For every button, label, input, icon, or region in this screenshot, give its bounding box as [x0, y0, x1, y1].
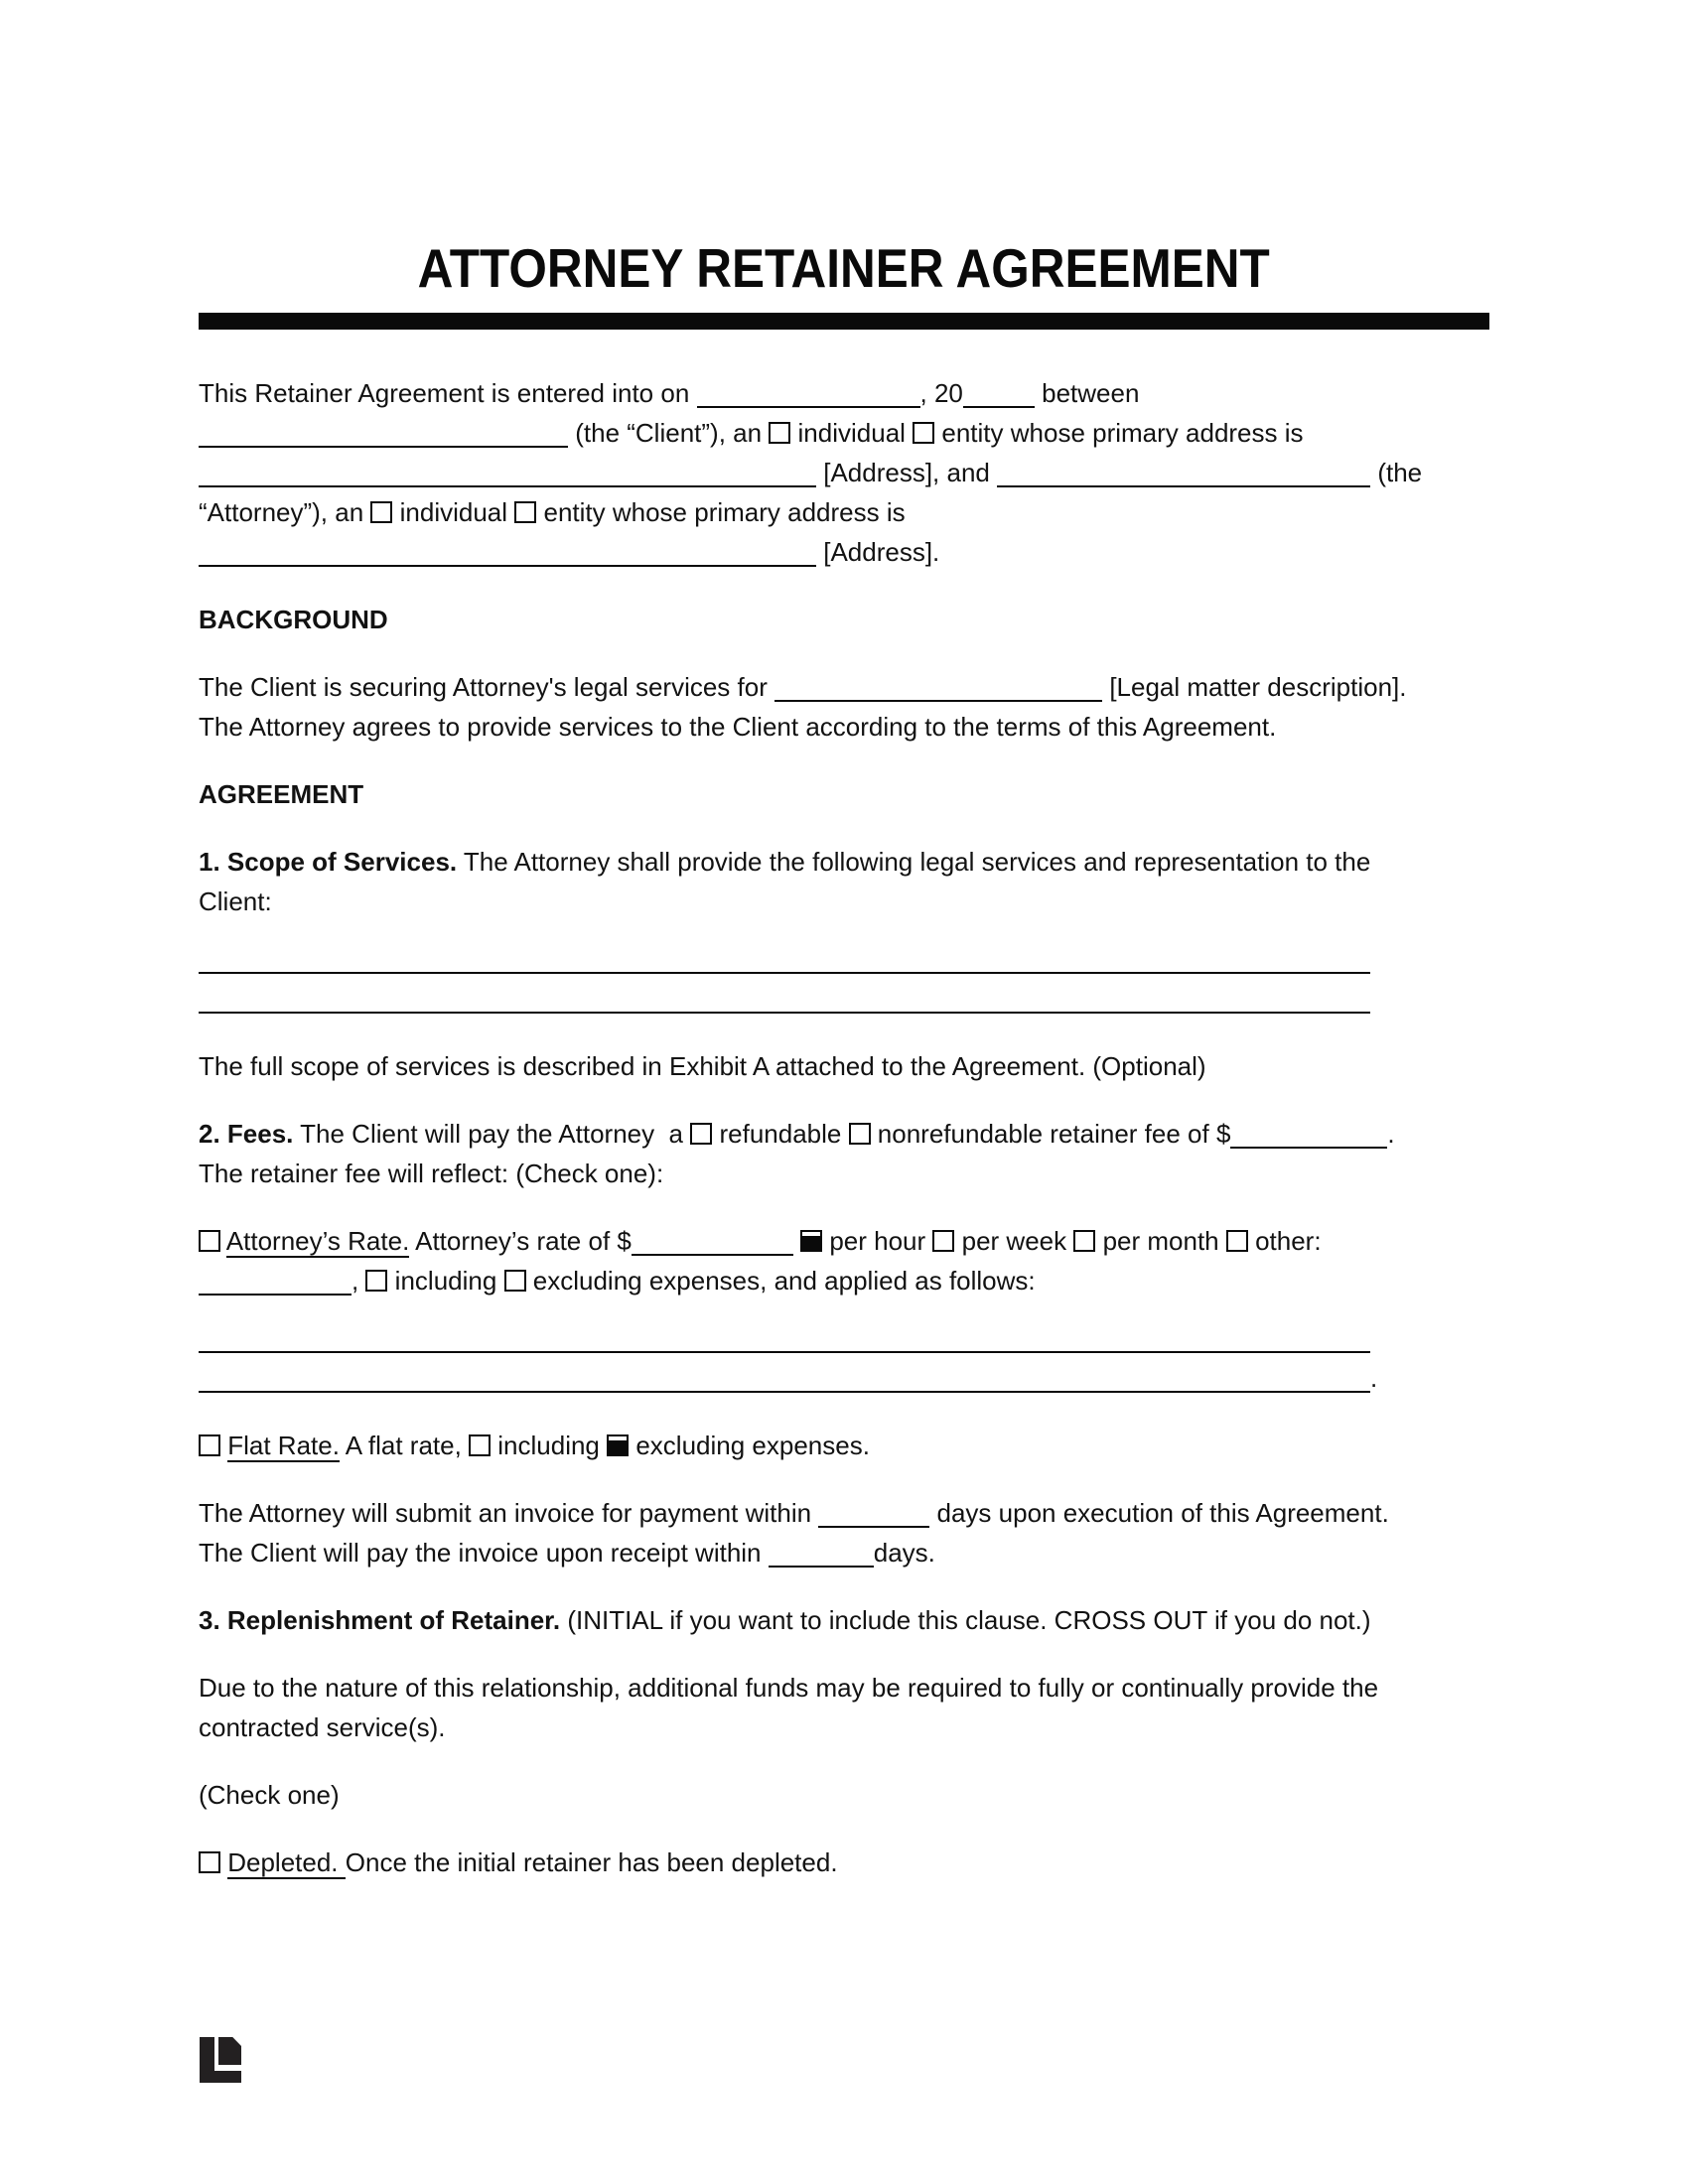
other-rate-checkbox[interactable]: [1226, 1230, 1248, 1252]
refundable-checkbox[interactable]: [690, 1123, 712, 1145]
date-blank[interactable]: [697, 382, 920, 408]
scope-services-line-2[interactable]: [199, 988, 1370, 1014]
invoice-days-blank[interactable]: [818, 1502, 929, 1528]
scope-of-services-clause: 1. Scope of Services. The Attorney shall provide the following legal services and representation to the Client:: [199, 847, 1371, 916]
attorneys-rate-label: Attorney’s Rate.: [225, 1226, 410, 1256]
flat-excluding-checkbox-filled[interactable]: [607, 1434, 629, 1456]
invoice-terms-paragraph: The Attorney will submit an invoice for payment within days upon execution of this Agreement. The Client will pay the invoice upon receipt within days.: [199, 1498, 1389, 1568]
replenishment-clause: 3. Replenishment of Retainer. (INITIAL if you want to include this clause. CROSS OUT if you do not.): [199, 1605, 1371, 1635]
rate-applied-line-1[interactable]: [199, 1327, 1370, 1353]
scope-services-line-1[interactable]: [199, 948, 1370, 974]
agreement-heading: AGREEMENT: [199, 779, 364, 809]
including-expenses-checkbox[interactable]: [365, 1270, 387, 1292]
attorney-name-blank[interactable]: [997, 462, 1370, 487]
logo-base-bar-icon: [200, 2071, 241, 2083]
other-rate-blank[interactable]: [199, 1270, 352, 1296]
client-address-blank[interactable]: [199, 462, 816, 487]
background-heading: BACKGROUND: [199, 605, 388, 634]
client-name-blank[interactable]: [199, 422, 568, 448]
page-title: ATTORNEY RETAINER AGREEMENT: [417, 237, 1271, 299]
scope-of-services-label: 1. Scope of Services.: [199, 847, 458, 877]
scope-write-in-lines: [199, 939, 1460, 1019]
attorneys-rate-option: Attorney’s Rate. Attorney’s rate of $ per hour per week per month other: , including excluding expenses, and applied as follows:: [199, 1221, 1460, 1300]
excluding-expenses-checkbox[interactable]: [504, 1270, 526, 1292]
depleted-checkbox[interactable]: [199, 1851, 220, 1873]
rate-applied-line-2[interactable]: [199, 1367, 1370, 1393]
client-entity-checkbox[interactable]: [913, 422, 934, 444]
intro-paragraph: This Retainer Agreement is entered into on , 20 between (the “Client”), an individual entity whose primary address is [Address], and (the “Attorney”), an individual entity whose primary address is [Address].: [199, 378, 1423, 567]
replenishment-body-paragraph: Due to the nature of this relationship, additional funds may be required to fully or continually provide the contracted service(s).: [199, 1673, 1379, 1742]
document-blocks: [199, 373, 1460, 1882]
year-blank[interactable]: [963, 382, 1035, 408]
per-hour-checkbox-filled[interactable]: [800, 1230, 822, 1252]
flat-including-checkbox[interactable]: [469, 1434, 491, 1456]
check-one-label: (Check one): [199, 1780, 340, 1810]
rate-write-in-lines: .: [199, 1318, 1460, 1398]
logo-page-icon: [218, 2037, 241, 2065]
per-month-checkbox[interactable]: [1073, 1230, 1095, 1252]
replenishment-label: 3. Replenishment of Retainer.: [199, 1605, 561, 1635]
receipt-days-blank[interactable]: [769, 1542, 874, 1568]
legal-matter-blank[interactable]: [774, 676, 1102, 702]
title-divider-bar: [199, 313, 1489, 330]
attorneys-rate-checkbox[interactable]: [199, 1230, 220, 1252]
fees-clause: 2. Fees. The Client will pay the Attorney a refundable nonrefundable retainer fee of $ . The retainer fee will reflect: (Check one):: [199, 1119, 1395, 1188]
attorney-entity-checkbox[interactable]: [514, 501, 536, 523]
nonrefundable-checkbox[interactable]: [849, 1123, 871, 1145]
per-week-checkbox[interactable]: [932, 1230, 954, 1252]
background-paragraph: The Client is securing Attorney's legal services for [Legal matter description]. The Attorney agrees to provide services to the Client according to the terms of this Agreement.: [199, 672, 1407, 742]
title-row: [0, 0, 1688, 298]
attorney-individual-checkbox[interactable]: [370, 501, 392, 523]
exhibit-note-paragraph: The full scope of services is described in Exhibit A attached to the Agreement. (Optional): [199, 1051, 1206, 1081]
depleted-option: Depleted. Once the initial retainer has been depleted.: [199, 1843, 1460, 1882]
flat-rate-option: Flat Rate. A flat rate, including excluding expenses.: [199, 1426, 1460, 1465]
flat-rate-label: Flat Rate.: [227, 1431, 340, 1460]
legal-templates-logo: [200, 2037, 241, 2083]
attorney-address-blank[interactable]: [199, 541, 816, 567]
rate-amount-blank[interactable]: [632, 1230, 793, 1256]
retainer-fee-amount-blank[interactable]: [1230, 1123, 1387, 1149]
depleted-label: Depleted.: [227, 1847, 346, 1877]
client-individual-checkbox[interactable]: [769, 422, 790, 444]
flat-rate-checkbox[interactable]: [199, 1434, 220, 1456]
fees-label: 2. Fees.: [199, 1119, 294, 1149]
